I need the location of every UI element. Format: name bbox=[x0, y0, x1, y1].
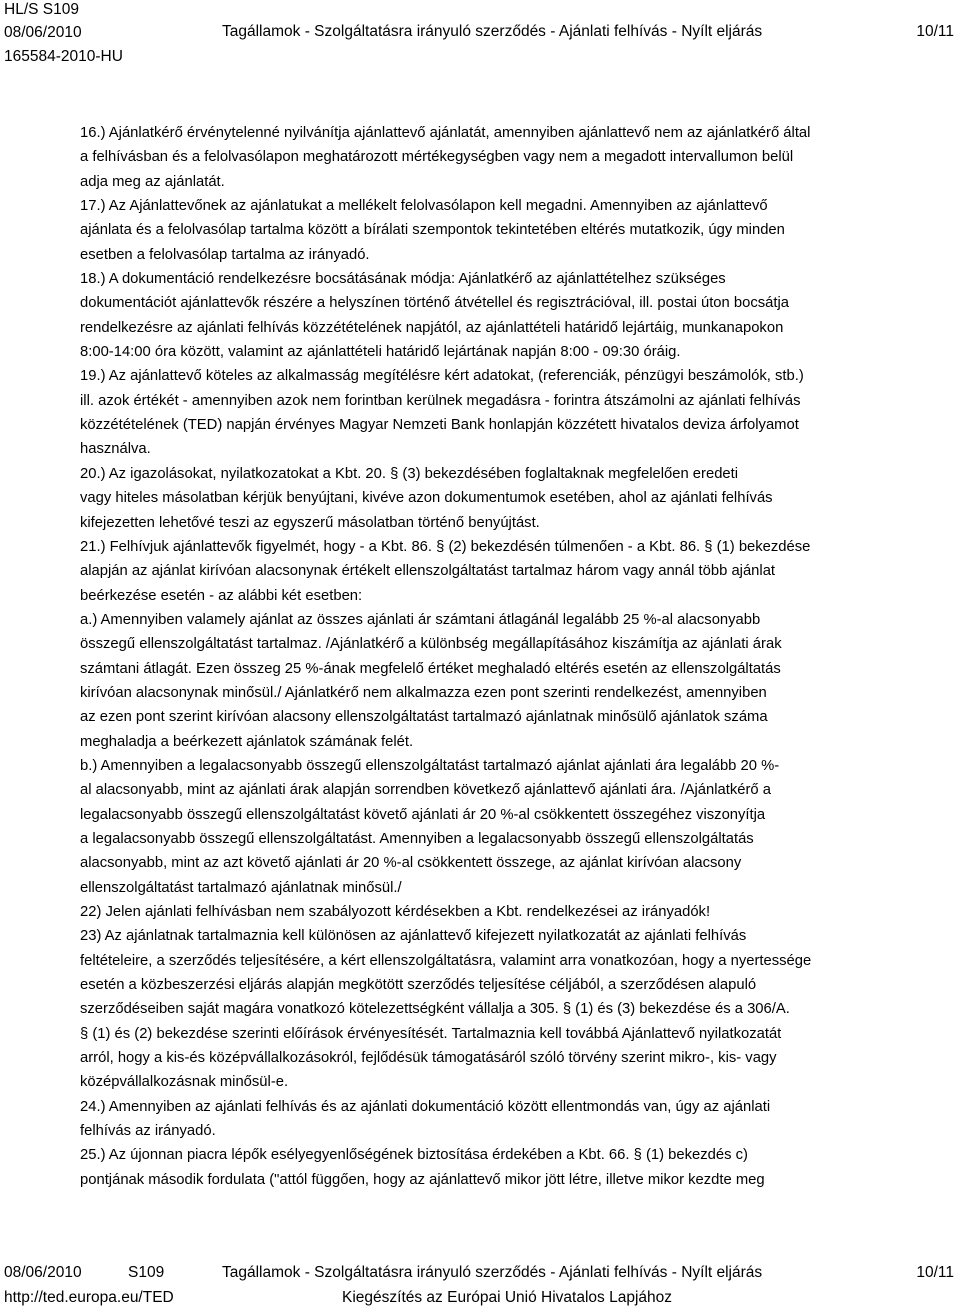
document-body bbox=[80, 121, 958, 1192]
text-line: ellenszolgáltatást tartalmazó ajánlatnak minősül./ bbox=[80, 879, 402, 896]
page-footer bbox=[0, 1264, 960, 1311]
text-line: adja meg az ajánlatát. bbox=[80, 173, 225, 190]
text-line: felhívás az irányadó. bbox=[80, 1123, 216, 1140]
text-line: 24.) Amennyiben az ajánlati felhívás és az ajánlati dokumentáció között ellentmondás van, úgy az ajánlati bbox=[80, 1098, 771, 1115]
text-line: rendelkezésre az ajánlati felhívás közzétételének napjától, az ajánlattételi határidő lejártáig, munkanapokon bbox=[80, 319, 784, 336]
header-date: 08/06/2010 bbox=[4, 24, 82, 41]
text-line: a felhívásban és a felolvasólapon meghatározott mértékegységben vagy nem a megadott intervallumon belül bbox=[80, 149, 794, 166]
text-line: az ezen pont szerint kirívóan alacsony ellenszolgáltatást tartalmazó ajánlatnak minősülő ajánlatok száma bbox=[80, 709, 768, 726]
text-line: a legalacsonyabb összegű ellenszolgáltatást. Amennyiben a legalacsonyabb összegű ellenszolgáltatás bbox=[80, 830, 754, 847]
header-title: Tagállamok - Szolgáltatásra irányuló szerződés - Ajánlati felhívás - Nyílt eljárás bbox=[222, 23, 763, 40]
footer-page-number: 10/11 bbox=[916, 1264, 954, 1281]
text-line: esetben a felolvasólap tartalma az irányadó. bbox=[80, 246, 370, 263]
text-line: szerződéseiben saját magára vonatkozó kötelezettségként vállalja a 305. § (1) és (3) bekezdése és a 306/A. bbox=[80, 1001, 790, 1018]
text-line: 18.) A dokumentáció rendelkezésre bocsátásának módja: Ajánlatkérő az ajánlattételhez szükséges bbox=[80, 271, 726, 288]
text-line: közzétételének (TED) napján érvényes Magyar Nemzeti Bank honlapján közzétett hivatalos deviza árfolyamot bbox=[80, 417, 799, 434]
text-line: 22) Jelen ajánlati felhívásban nem szabályozott kérdésekben a Kbt. rendelkezései az irányadók! bbox=[80, 904, 711, 920]
text-line: § (1) és (2) bekezdése szerinti előírások érvényesítését. Tartalmaznia kell továbbá Ajánlattevő nyilatkozatát bbox=[80, 1025, 782, 1042]
text-line: meghaladja a beérkezett ajánlatok számának felét. bbox=[80, 733, 414, 750]
text-line: ill. azok értékét - amennyiben azok nem forintban kerülnek megadásra - forintra átszámolni az ajánlati felhívás bbox=[80, 392, 801, 409]
header-doc-code: HL/S S109 bbox=[4, 1, 79, 18]
text-line: középvállalkozásnak minősül-e. bbox=[80, 1074, 289, 1091]
footer-date: 08/06/2010 bbox=[4, 1264, 82, 1281]
text-line: arról, hogy a kis-és középvállalkozásokról, fejlődésük támogatásáról szóló törvény szerint mikro-, kis- vagy bbox=[80, 1050, 777, 1067]
text-line: 8:00-14:00 óra között, valamint az ajánlattételi határidő lejártának napján 8:00 - 09:30 óráig. bbox=[80, 344, 681, 361]
text-line: 21.) Felhívjuk ajánlattevők figyelmét, hogy - a Kbt. 86. § (2) bekezdésén túlmenően - a Kbt. 86. § (1) bekezdése bbox=[80, 538, 811, 555]
text-line: al alacsonyabb, mint az ajánlati árak alapján sorrendben következő ajánlattevő ajánlati ára. /Ajánlatkérő a bbox=[80, 782, 771, 799]
header-ref: 165584-2010-HU bbox=[4, 48, 123, 65]
footer-title: Tagállamok - Szolgáltatásra irányuló szerződés - Ajánlati felhívás - Nyílt eljárás bbox=[222, 1264, 763, 1281]
text-line: kifejezetten lehetővé teszi az egyszerű másolatban történő benyújtást. bbox=[80, 514, 540, 531]
text-line: legalacsonyabb összegű ellenszolgáltatást követő ajánlati ár 20 %-al csökkentett összegéhez viszonyítja bbox=[80, 806, 766, 823]
text-line: 17.) Az Ajánlattevőnek az ajánlatukat a mellékelt felolvasólapon kell megadni. Amennyiben az ajánlattevő bbox=[80, 198, 768, 215]
text-line: beérkezése esetén - az alábbi két esetben: bbox=[80, 587, 363, 604]
text-line: dokumentációt ajánlattevők részére a helyszínen történő átvétellel és regisztrációval, ill. postai úton bocsátja bbox=[80, 295, 789, 312]
text-line: számtani átlagát. Ezen összeg 25 %-ának megfelelő értéket meghaladó eltérés esetén az ellenszolgáltatás bbox=[80, 660, 781, 677]
text-line: esetén a közbeszerzési eljárás alapján megkötött szerződés teljesítése céljából, a szerződésen alapuló bbox=[80, 977, 757, 994]
text-line: b.) Amennyiben a legalacsonyabb összegű ellenszolgáltatást tartalmazó ajánlat ajánlati ára legalább 20 %- bbox=[80, 757, 780, 774]
text-line: 25.) Az újonnan piacra lépők esélyegyenlőségének biztosítása érdekében a Kbt. 66. § (1) bekezdés c) bbox=[80, 1147, 748, 1164]
page-header bbox=[0, 0, 960, 70]
header-page-number: 10/11 bbox=[916, 23, 954, 40]
footer-publication: Kiegészítés az Európai Unió Hivatalos Lapjához bbox=[342, 1289, 672, 1306]
footer-code: S109 bbox=[128, 1264, 165, 1281]
text-line: kirívóan alacsonynak minősül./ Ajánlatkérő nem alkalmazza ezen pont szerinti rendelkezést, amennyiben bbox=[80, 684, 767, 701]
text-line: feltételeire, a szerződés teljesítésére, a kért ellenszolgáltatásra, valamint arra vonatkozóan, hogy a nyertessége bbox=[80, 952, 812, 969]
text-line: vagy hiteles másolatban kérjük benyújtani, kivéve azon dokumentumok esetében, ahol az ajánlati felhívás bbox=[80, 490, 773, 507]
text-line: a.) Amennyiben valamely ajánlat az összes ajánlati ár számtani átlagánál legalább 25 %-al alacsonyabb bbox=[80, 611, 761, 628]
text-line: 19.) Az ajánlattevő köteles az alkalmasság megítélésre kért adatokat, (referenciák, pénzügyi beszámolók, stb.) bbox=[80, 368, 804, 385]
text-line: alacsonyabb, mint az azt követő ajánlati ár 20 %-al csökkentett összege, az ajánlat kirívóan alacsony bbox=[80, 855, 742, 872]
text-line: pontjának második fordulata ("attól függően, hogy az ajánlattevő mikor jött létre, illetve mikor kezdte meg bbox=[80, 1171, 765, 1188]
text-line: használva. bbox=[80, 441, 151, 458]
text-line: 16.) Ajánlatkérő érvénytelenné nyilvánítja ajánlattevő ajánlatát, amennyiben ajánlattevő nem az ajánlatkérő által bbox=[80, 125, 811, 141]
text-line: 23) Az ajánlatnak tartalmaznia kell különösen az ajánlattevő kifejezett nyilatkozatát az ajánlati felhívás bbox=[80, 928, 747, 945]
text-line: 20.) Az igazolásokat, nyilatkozatokat a Kbt. 20. § (3) bekezdésében foglaltaknak megfelelően eredeti bbox=[80, 465, 739, 482]
text-line: alapján az ajánlat kirívóan alacsonynak értékelt ellenszolgáltatást tartalmaz három vagy annál több ajánlat bbox=[80, 563, 776, 580]
text-line: összegű ellenszolgáltatást tartalmaz. /Ajánlatkérő a különbség megállapításához kiszámítja az ajánlati árak bbox=[80, 636, 782, 653]
footer-url-link[interactable]: http://ted.europa.eu/TED bbox=[4, 1289, 174, 1306]
text-line: ajánlata és a felolvasólap tartalma között a bírálati szempontok tekintetében eltérés mutatkozik, úgy minden bbox=[80, 222, 785, 239]
